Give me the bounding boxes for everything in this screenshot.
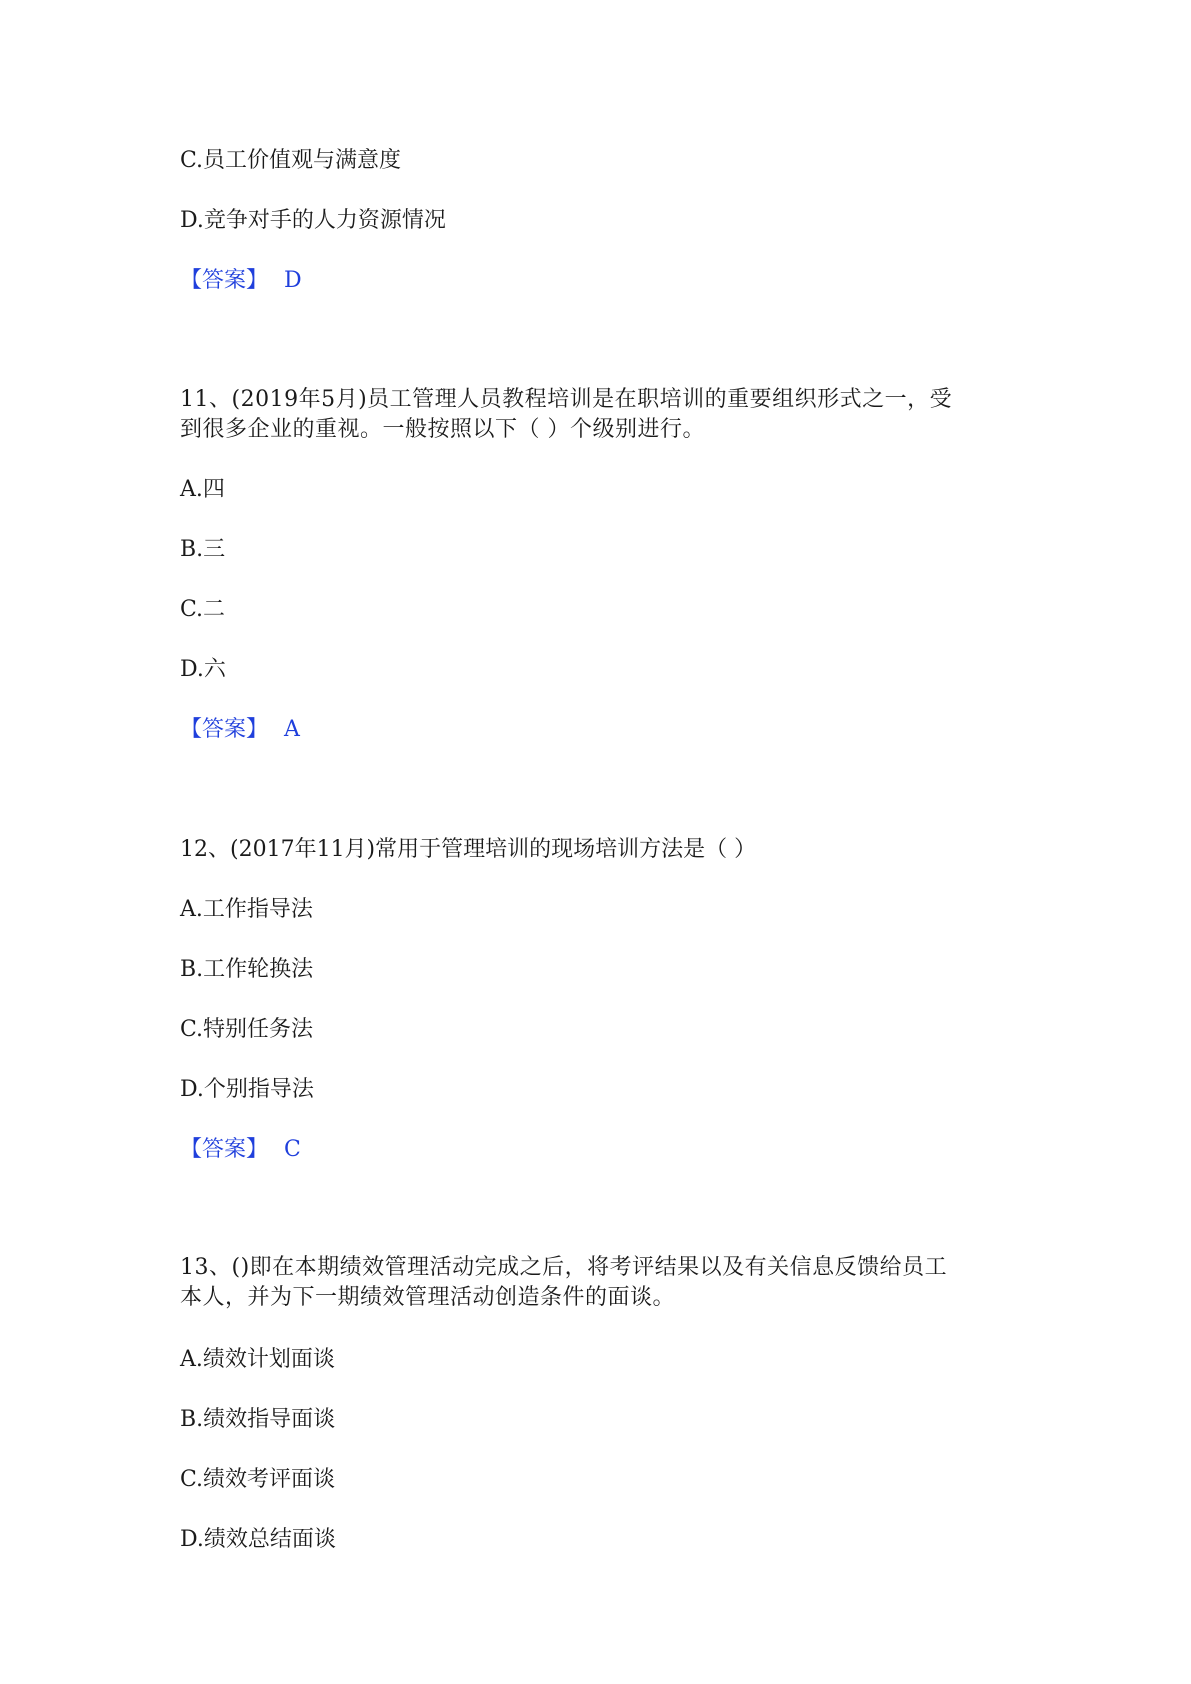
option-c: C.绩效考评面谈 [180, 1467, 336, 1492]
option-a: A.工作指导法 [180, 897, 313, 922]
option-a: A.绩效计划面谈 [180, 1347, 335, 1372]
answer-label: 【答案】 [180, 268, 269, 293]
option-d: D.竞争对手的人力资源情况 [180, 208, 446, 233]
answer-line [180, 1135, 301, 1165]
question-13-text [180, 1253, 1010, 1313]
answer-value: D [284, 268, 302, 293]
option-d: D.个别指导法 [180, 1077, 314, 1102]
option-d: D.绩效总结面谈 [180, 1527, 336, 1552]
question-text-line: 到很多企业的重视。一般按照以下（ ）个级别进行。 [180, 417, 705, 442]
answer-value: C [284, 1137, 301, 1162]
answer-line [180, 715, 300, 745]
option-c: C.员工价值观与满意度 [180, 148, 402, 173]
answer-value: A [284, 717, 300, 742]
answer-line [180, 266, 302, 296]
question-text-line: 11、(2019年5月)员工管理人员教程培训是在职培训的重要组织形式之一，受 [180, 387, 953, 412]
option-c: C.二 [180, 597, 226, 622]
answer-label: 【答案】 [180, 717, 269, 742]
option-a: A.四 [180, 477, 225, 502]
question-11-text [180, 385, 1010, 445]
option-c: C.特别任务法 [180, 1017, 314, 1042]
option-b: B.工作轮换法 [180, 957, 314, 982]
option-b: B.三 [180, 537, 226, 562]
question-text-line: 本人，并为下一期绩效管理活动创造条件的面谈。 [180, 1285, 676, 1310]
question-12-text: 12、(2017年11月)常用于管理培训的现场培训方法是（ ） [180, 837, 757, 862]
question-text-line: 13、()即在本期绩效管理活动完成之后，将考评结果以及有关信息反馈给员工 [180, 1255, 948, 1280]
option-d: D.六 [180, 657, 226, 682]
answer-label: 【答案】 [180, 1137, 269, 1162]
option-b: B.绩效指导面谈 [180, 1407, 336, 1432]
